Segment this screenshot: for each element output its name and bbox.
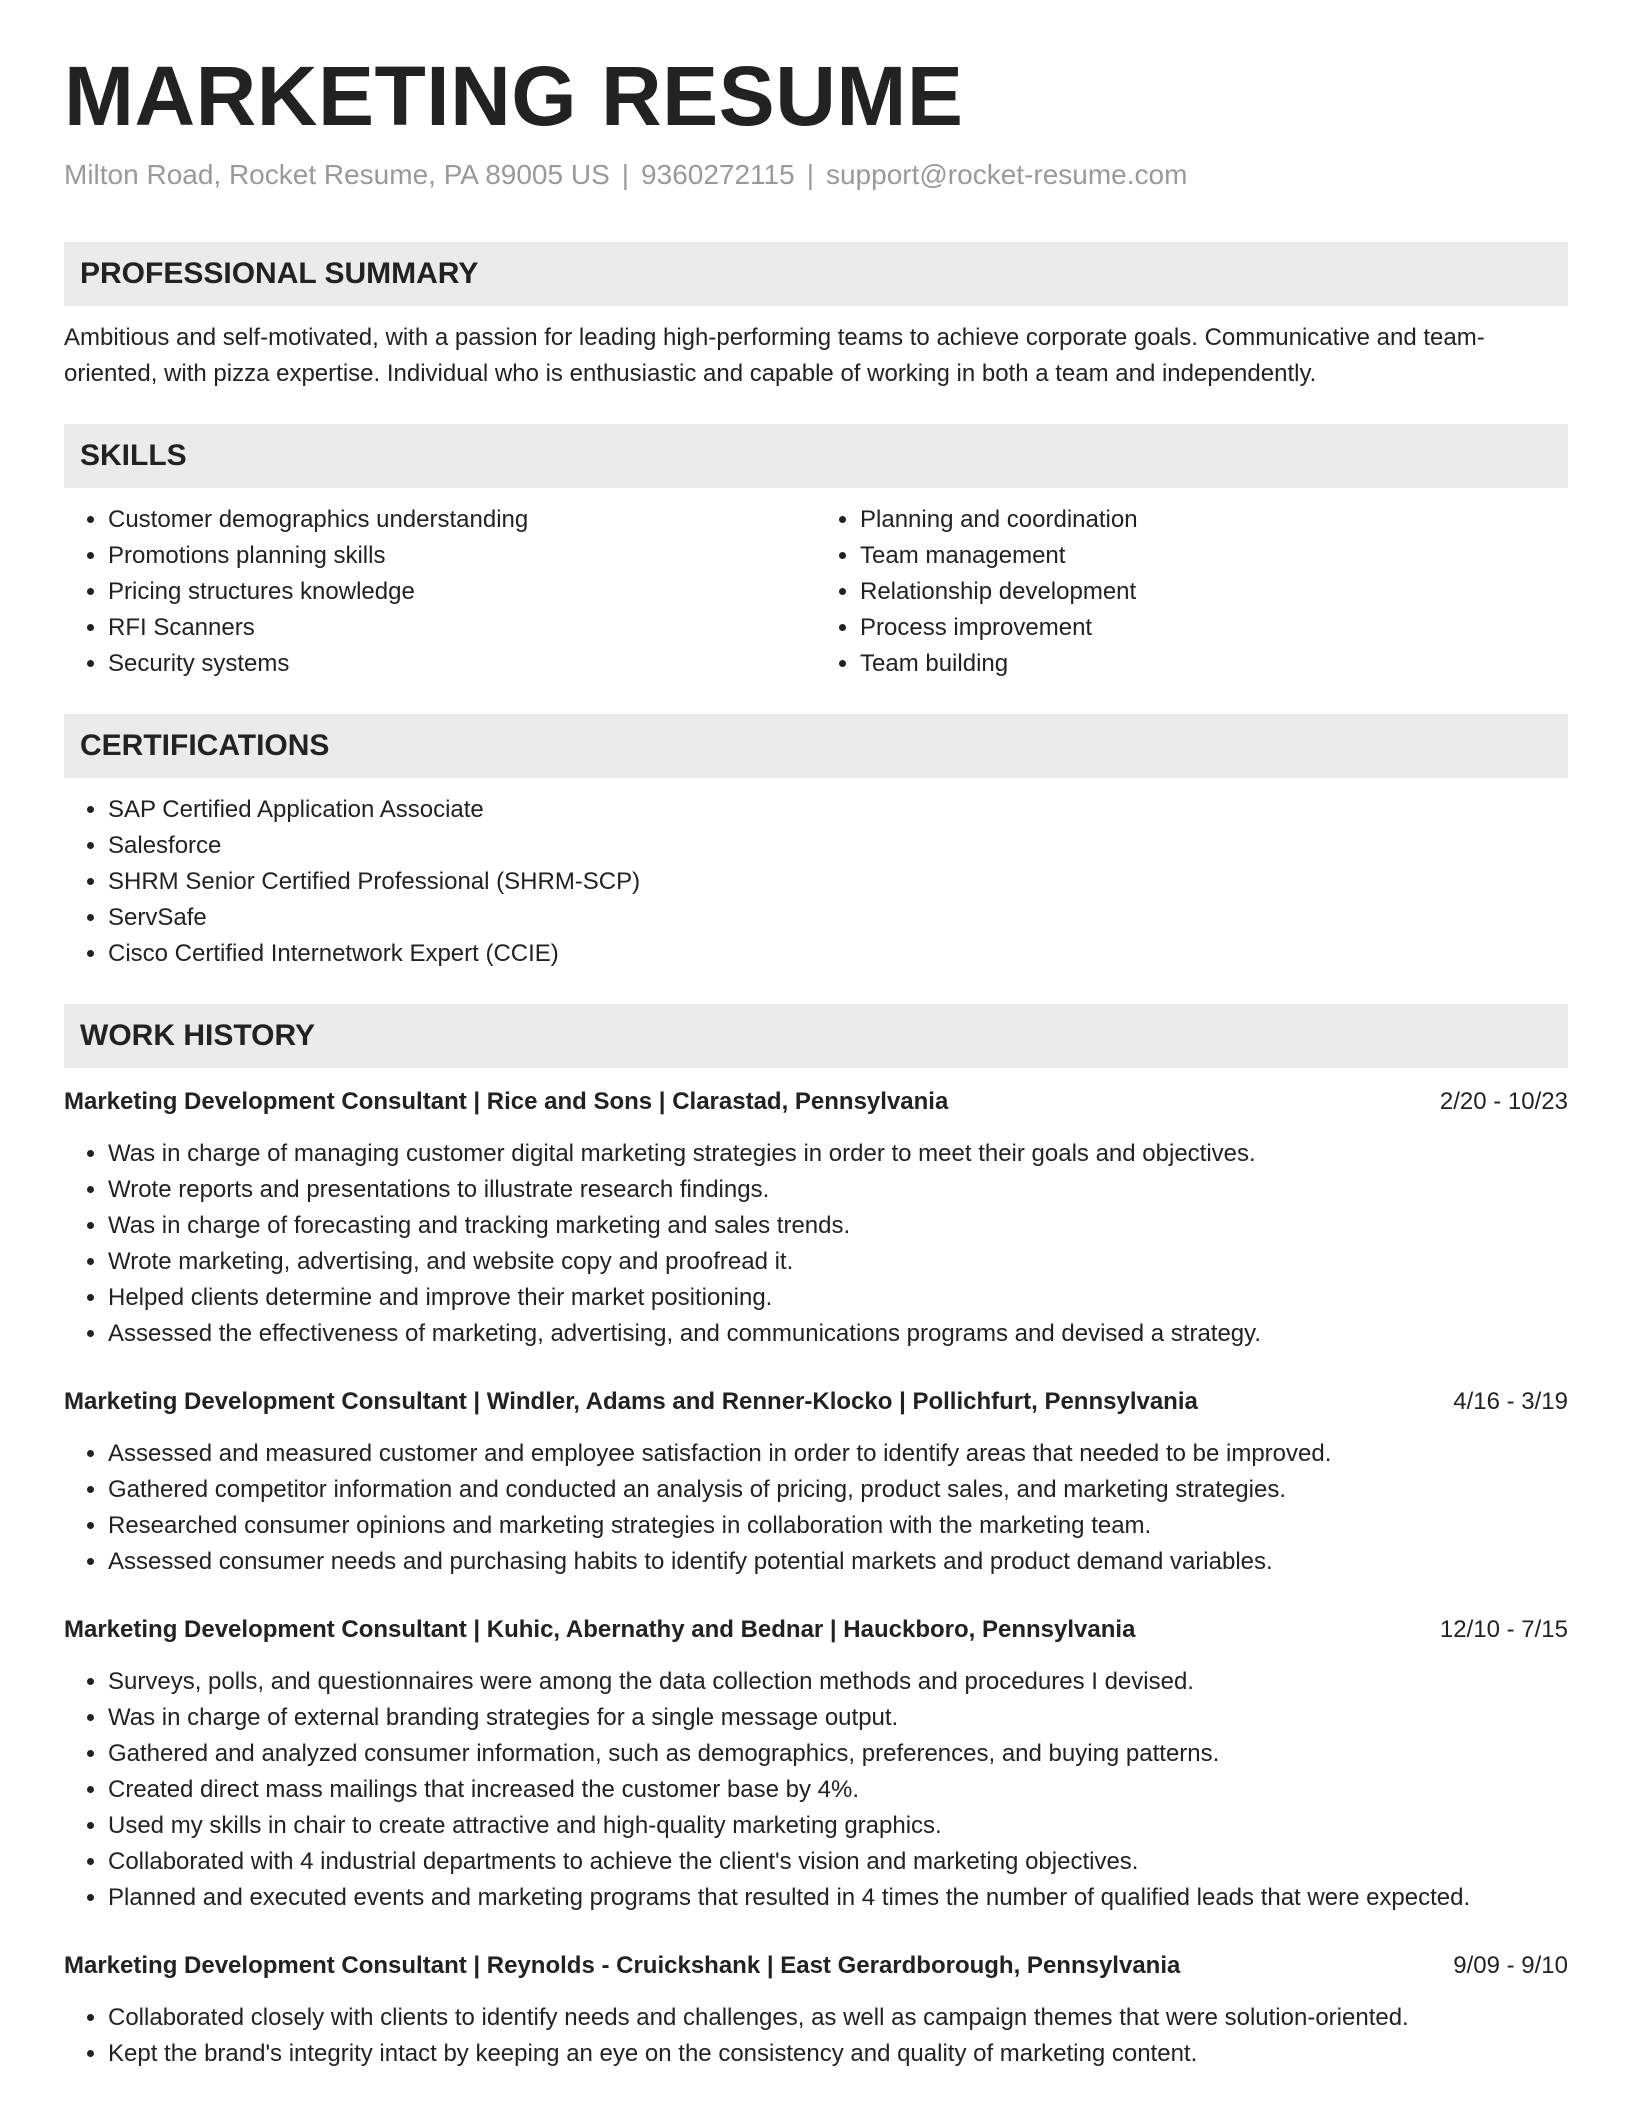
- job-bullet: • Gathered and analyzed consumer information, such as demographics, preferences, and buying patterns.: [108, 1736, 1568, 1772]
- job-dates: 2/20 - 10/23: [1439, 1087, 1568, 1115]
- job-bullets: [64, 1136, 1568, 1352]
- job-bullet: • Surveys, polls, and questionnaires were among the data collection methods and procedures I devised.: [108, 1664, 1568, 1700]
- job-bullet: • Assessed consumer needs and purchasing habits to identify potential markets and product demand variables.: [108, 1544, 1568, 1580]
- skills-list-left: [64, 502, 816, 682]
- skill-item: • Customer demographics understanding: [108, 502, 816, 538]
- job-bullet: • Collaborated closely with clients to identify needs and challenges, as well as campaign themes that were solution-oriented.: [108, 2000, 1568, 2036]
- skill-item: • Process improvement: [860, 610, 1568, 646]
- job-bullet: • Researched consumer opinions and marketing strategies in collaboration with the marketing team.: [108, 1508, 1568, 1544]
- job-bullet: • Used my skills in chair to create attractive and high-quality marketing graphics.: [108, 1808, 1568, 1844]
- resume-title: MARKETING RESUME: [64, 49, 964, 143]
- contact-separator: |: [806, 159, 814, 191]
- certifications-list: [64, 792, 1568, 972]
- skill-item: • Pricing structures knowledge: [108, 574, 816, 610]
- certification-item: • Salesforce: [108, 828, 1568, 864]
- certification-item: • ServSafe: [108, 900, 1568, 936]
- section-heading-work-history: WORK HISTORY: [64, 1004, 1568, 1068]
- section-heading-skills: SKILLS: [64, 424, 1568, 488]
- section-heading-certifications: CERTIFICATIONS: [64, 714, 1568, 778]
- contact-phone: 9360272115: [641, 159, 795, 191]
- job-header: [64, 1384, 1568, 1420]
- job-header: [64, 1084, 1568, 1120]
- contact-separator: |: [621, 159, 630, 191]
- job-title: Marketing Development Consultant | Windler, Adams and Renner-Klocko | Pollichfurt, Pennsylvania: [64, 1387, 1198, 1415]
- skill-item: • Team management: [860, 538, 1568, 574]
- certification-item: • SHRM Senior Certified Professional (SHRM-SCP): [108, 864, 1568, 900]
- job-bullet: • Was in charge of forecasting and tracking marketing and sales trends.: [108, 1208, 1568, 1244]
- skills-list-right: [816, 502, 1568, 682]
- job-bullet: • Helped clients determine and improve their market positioning.: [108, 1280, 1568, 1316]
- job-dates: 9/09 - 9/10: [1453, 1951, 1568, 1979]
- skill-item: • Team building: [860, 646, 1568, 682]
- job-bullet: • Created direct mass mailings that increased the customer base by 4%.: [108, 1772, 1568, 1808]
- skill-item: • Promotions planning skills: [108, 538, 816, 574]
- job-bullet: • Was in charge of managing customer digital marketing strategies in order to meet their goals and objectives.: [108, 1136, 1568, 1172]
- job-bullet: • Wrote reports and presentations to illustrate research findings.: [108, 1172, 1568, 1208]
- job-title: Marketing Development Consultant | Kuhic, Abernathy and Bednar | Hauckboro, Pennsylvania: [64, 1615, 1136, 1643]
- job-bullets: [64, 1436, 1568, 1580]
- contact-line: [64, 158, 1568, 192]
- job-bullet: • Assessed the effectiveness of marketing, advertising, and communications programs and devised a strategy.: [108, 1316, 1568, 1352]
- contact-email: support@rocket-resume.com: [825, 159, 1188, 191]
- certification-item: • SAP Certified Application Associate: [108, 792, 1568, 828]
- job-bullets: [64, 2000, 1568, 2072]
- job-bullets: [64, 1664, 1568, 1916]
- job-bullet: • Planned and executed events and marketing programs that resulted in 4 times the number of qualified leads that were expected.: [108, 1880, 1568, 1916]
- skill-item: • Relationship development: [860, 574, 1568, 610]
- job-bullet: • Kept the brand's integrity intact by keeping an eye on the consistency and quality of marketing content.: [108, 2036, 1568, 2072]
- job-dates: 12/10 - 7/15: [1439, 1615, 1568, 1643]
- job-header: [64, 1948, 1568, 1984]
- job-title: Marketing Development Consultant | Reynolds - Cruickshank | East Gerardborough, Pennsylvania: [64, 1951, 1181, 1979]
- skill-item: • Planning and coordination: [860, 502, 1568, 538]
- job-dates: 4/16 - 3/19: [1453, 1387, 1568, 1415]
- job-bullet: • Collaborated with 4 industrial departments to achieve the client's vision and marketing objectives.: [108, 1844, 1568, 1880]
- job-bullet: • Wrote marketing, advertising, and website copy and proofread it.: [108, 1244, 1568, 1280]
- contact-address: Milton Road, Rocket Resume, PA 89005 US: [64, 159, 610, 191]
- summary-text: Ambitious and self-motivated, with a passion for leading high-performing teams to achieve corporate goals. Communicative and team-oriented, with pizza expertise. Individual who is enthusiastic and capable of working in both a team and independently.: [64, 323, 1485, 387]
- skill-item: • RFI Scanners: [108, 610, 816, 646]
- job-bullet: • Was in charge of external branding strategies for a single message output.: [108, 1700, 1568, 1736]
- certification-item: • Cisco Certified Internetwork Expert (CCIE): [108, 936, 1568, 972]
- section-heading-summary: PROFESSIONAL SUMMARY: [64, 242, 1568, 306]
- job-bullet: • Assessed and measured customer and employee satisfaction in order to identify areas that needed to be improved.: [108, 1436, 1568, 1472]
- skill-item: • Security systems: [108, 646, 816, 682]
- job-header: [64, 1612, 1568, 1648]
- job-title: Marketing Development Consultant | Rice and Sons | Clarastad, Pennsylvania: [64, 1087, 949, 1115]
- skills-columns: [64, 502, 1568, 682]
- job-bullet: • Gathered competitor information and conducted an analysis of pricing, product sales, and marketing strategies.: [108, 1472, 1568, 1508]
